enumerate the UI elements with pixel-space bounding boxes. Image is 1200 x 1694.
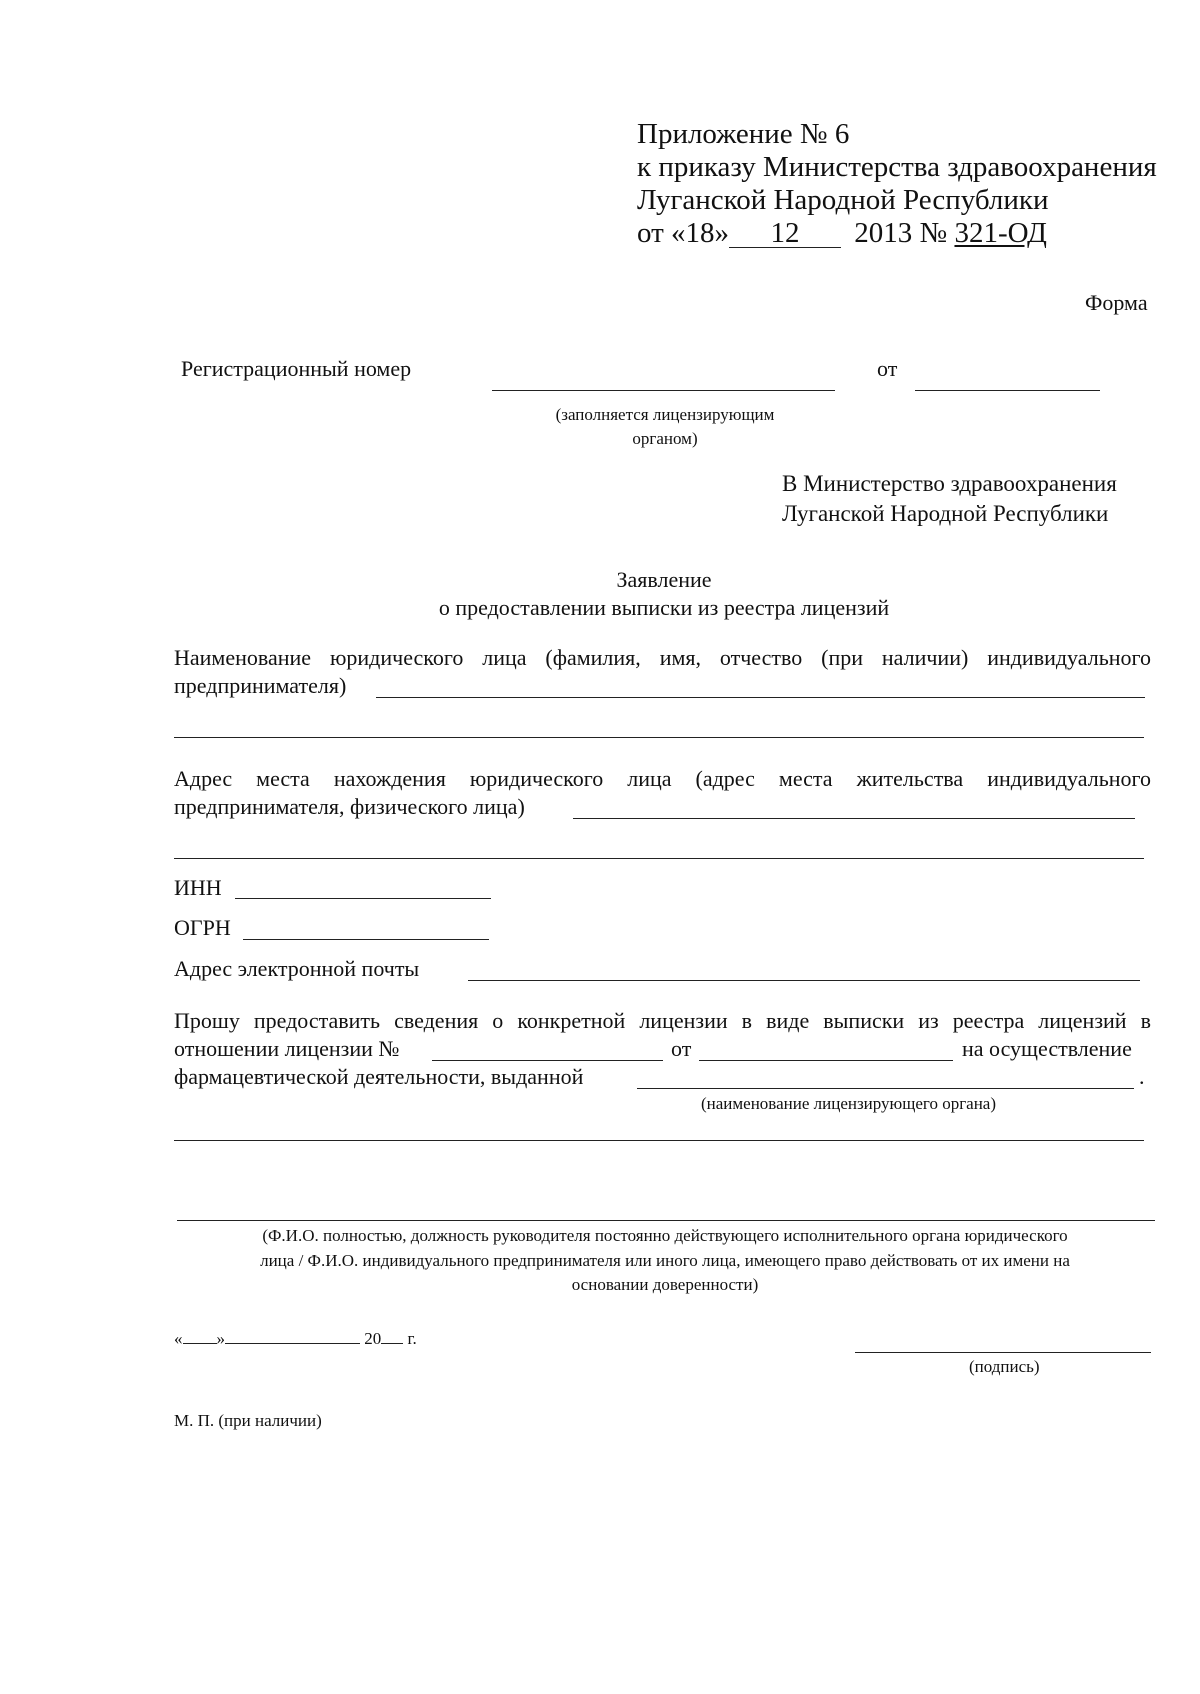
registration-number-field[interactable]: [492, 390, 835, 391]
signatory-note-line2: лица / Ф.И.О. индивидуального предпринимателя или иного лица, имеющего право действовать от их имени на: [260, 1251, 1070, 1270]
legal-address-label: Адрес места нахождения юридического лица (адрес места жительства индивидуального: [174, 766, 1151, 791]
license-activity-label: на осуществление: [962, 1036, 1132, 1061]
request-text: Прошу предоставить сведения о конкретной лицензии в виде выписки из реестра лицензий в: [174, 1008, 1151, 1033]
inn-field[interactable]: [235, 898, 491, 899]
license-issuer-period: .: [1139, 1064, 1145, 1089]
license-issuer-label: фармацевтической деятельности, выданной: [174, 1064, 584, 1089]
signature-label: (подпись): [969, 1357, 1040, 1376]
signatory-field[interactable]: [177, 1220, 1155, 1221]
date-year-prefix: 20: [364, 1329, 382, 1348]
license-date-label: от: [671, 1036, 692, 1061]
registration-note-line2: органом): [632, 429, 698, 448]
registration-date-field[interactable]: [915, 390, 1100, 391]
signatory-note-line1: (Ф.И.О. полностью, должность руководителя постоянно действующего исполнительного органа юридического: [262, 1226, 1068, 1245]
license-number-label: отношении лицензии №: [174, 1036, 400, 1061]
signatory-note-line3: основании доверенности): [571, 1275, 759, 1294]
order-year: 2013 №: [854, 217, 948, 249]
legal-address-label-cont: предпринимателя, физического лица): [174, 794, 525, 819]
date-year-field[interactable]: [381, 1343, 403, 1344]
addressee-line1: В Министерство здравоохранения: [782, 471, 1117, 496]
order-number: 321-ОД: [954, 217, 1047, 249]
registration-number-label: Регистрационный номер: [181, 356, 412, 381]
date-month-field[interactable]: [225, 1343, 360, 1344]
ogrn-label: ОГРН: [174, 915, 231, 940]
legal-entity-name-field[interactable]: [376, 697, 1145, 698]
stamp-label: М. П. (при наличии): [174, 1411, 322, 1430]
email-label: Адрес электронной почты: [174, 956, 420, 981]
date-day-field[interactable]: [183, 1343, 217, 1344]
date-year-suffix: г.: [407, 1329, 417, 1348]
legal-entity-name-label-cont: предпринимателя): [174, 673, 347, 698]
order-month: 12: [729, 220, 841, 248]
license-issuer-note: (наименование лицензирующего органа): [701, 1094, 997, 1113]
license-number-field[interactable]: [432, 1060, 663, 1061]
legal-entity-name-field-2[interactable]: [174, 737, 1144, 738]
legal-entity-name-label: Наименование юридического лица (фамилия, имя, отчество (при наличии) индивидуального: [174, 645, 1151, 670]
legal-address-field-2[interactable]: [174, 858, 1144, 859]
legal-address-field[interactable]: [573, 818, 1135, 819]
order-reference: к приказу Министерства здравоохранения: [637, 151, 1157, 183]
date-close-quote: »: [216, 1329, 225, 1348]
document-title: Заявление: [616, 567, 712, 592]
registration-date-label: от: [877, 356, 898, 381]
date-open-quote: «: [174, 1329, 183, 1348]
inn-label: ИНН: [174, 875, 222, 900]
license-date-field[interactable]: [699, 1060, 953, 1061]
date-line: [174, 1328, 417, 1350]
signature-field[interactable]: [855, 1352, 1151, 1353]
license-issuer-field[interactable]: [637, 1088, 1134, 1089]
order-date-line: [637, 217, 1047, 249]
ogrn-field[interactable]: [243, 939, 489, 940]
registration-note-line1: (заполняется лицензирующим: [555, 405, 775, 424]
appendix-number: Приложение № 6: [637, 118, 850, 150]
addressee-line2: Луганской Народной Республики: [782, 501, 1109, 526]
email-field[interactable]: [468, 980, 1140, 981]
form-label: Форма: [1085, 290, 1148, 315]
republic-name: Луганской Народной Республики: [637, 184, 1049, 216]
license-issuer-field-2[interactable]: [174, 1140, 1144, 1141]
order-date-prefix: от «18»: [637, 217, 730, 249]
document-subtitle: о предоставлении выписки из реестра лицензий: [438, 595, 890, 620]
